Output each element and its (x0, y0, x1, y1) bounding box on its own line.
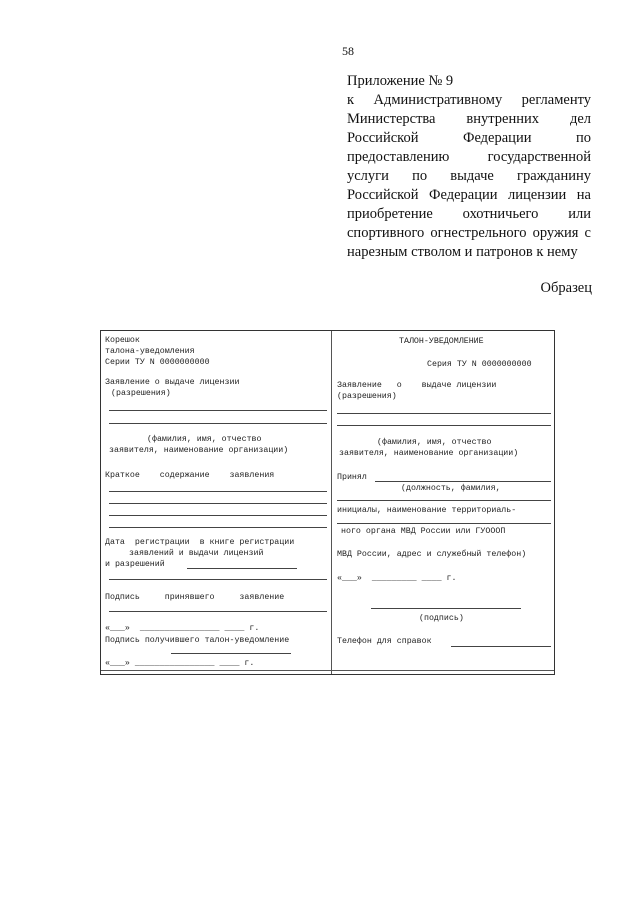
notice-blank-line (337, 425, 551, 426)
notice-blank-line (337, 413, 551, 414)
notice-blank-line (451, 646, 551, 647)
stub-blank-line (109, 410, 327, 411)
notice-organ: ного органа МВД России или ГУОООП (341, 527, 506, 536)
notice-fio-caption: (фамилия, имя, отчество (377, 438, 492, 447)
stub-signature-received: Подпись получившего талон-уведомление (105, 636, 290, 645)
stub-blank-line (187, 568, 297, 569)
notice-application: Заявление о выдаче лицензии (337, 381, 497, 390)
stub-blank-line (109, 611, 327, 612)
stub-blank-line (109, 491, 327, 492)
stub-subtitle: талона-уведомления (105, 347, 195, 356)
notice-phone: Телефон для справок (337, 637, 432, 646)
form-bottom-rule (101, 670, 554, 671)
stub-application-sub: (разрешения) (111, 389, 171, 398)
notice-blank-line (337, 523, 551, 524)
stub-title: Корешок (105, 336, 140, 345)
stub-application: Заявление о выдаче лицензии (105, 378, 240, 387)
stub-blank-line (109, 579, 327, 580)
stub-fio-caption-2: заявителя, наименование организации) (109, 446, 289, 455)
notice-blank-line (337, 500, 551, 501)
stub-registration-2: заявлений и выдачи лицензий (129, 549, 264, 558)
notice-blank-line (375, 481, 551, 482)
notice-fio-caption-2: заявителя, наименование организации) (339, 449, 519, 458)
notice-series: Серия ТУ N 0000000000 (427, 360, 532, 369)
stub-series: Серии ТУ N 0000000000 (105, 358, 210, 367)
stub-blank-line (109, 527, 327, 528)
stub-blank-line (109, 503, 327, 504)
notice-date: «___» _________ ____ г. (337, 574, 457, 583)
appendix-body: к Административному регламенту Министерства внутренних дел Российской Федерации по предоставлению государственной услуги по выдаче гражданину Российской Федерации лицензии на приобретение охотничьего или спортивного огнестрельного оружия с нарезным стволом и патронов к нему (347, 92, 591, 260)
stub-registration: Дата регистрации в книге регистрации (105, 538, 295, 547)
stub-blank-line (109, 423, 327, 424)
stub-blank-line (171, 653, 291, 654)
notice-initials: инициалы, наименование территориаль- (337, 506, 517, 515)
stub-signature-accepted: Подпись принявшего заявление (105, 593, 285, 602)
notice-signature-caption: (подпись) (419, 614, 464, 623)
stub-date-2: «___» ________________ ____ г. (105, 659, 255, 668)
stub-registration-3: и разрешений (105, 560, 165, 569)
notice-organ-2: МВД России, адрес и служебный телефон) (337, 550, 527, 559)
stub-date: «___» ________________ ____ г. (105, 624, 260, 633)
notice-position: (должность, фамилия, (401, 484, 501, 493)
stub-blank-line (109, 515, 327, 516)
notice-accepted: Принял (337, 473, 367, 482)
stub-summary: Краткое содержание заявления (105, 471, 275, 480)
stub-fio-caption: (фамилия, имя, отчество (147, 435, 262, 444)
notice-form (100, 330, 555, 675)
notice-application-sub: (разрешения) (337, 392, 397, 401)
sample-label: Образец (540, 280, 592, 296)
form-divider (331, 331, 332, 674)
appendix-title: Приложение № 9 (347, 73, 454, 89)
notice-signature-line (371, 608, 521, 609)
appendix-header (347, 72, 591, 262)
page-number: 58 (342, 44, 354, 58)
notice-title: ТАЛОН-УВЕДОМЛЕНИЕ (399, 337, 484, 346)
